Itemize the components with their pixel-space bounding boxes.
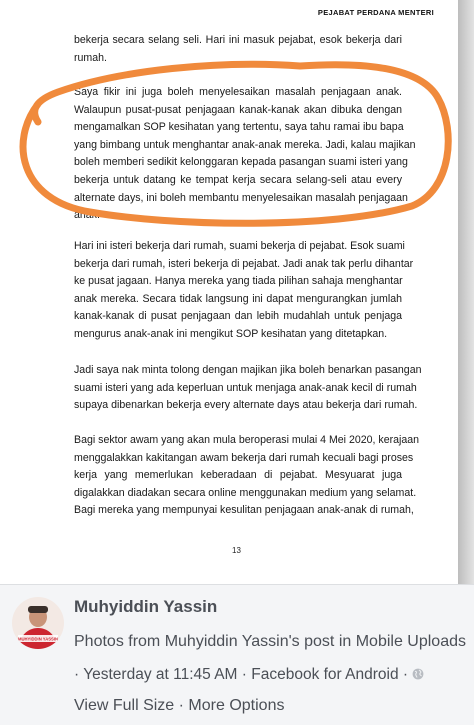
separator: · [74,666,80,683]
text-line: menggalakkan kakitangan awam bekerja dari rumah kecuali bagi proses [74,451,414,464]
text-line: Hari ini isteri bekerja dari rumah, suami bekerja di pejabat. Esok suami [74,240,405,252]
text-line: mengamalkan SOP kesihatan yang tertentu, saya tahu ramai ibu bapa [74,121,404,134]
post-source: Facebook for Android [251,666,399,683]
text-line: bekerja secara selang seli. Hari ini masuk pejabat, esok bekerja dari [74,34,402,46]
profile-photo-icon [12,597,64,649]
page-edge-shadow [458,0,474,584]
text-line: Saya fikir ini juga boleh menyelesaikan masalah penjagaan anak. [74,86,402,98]
text-line: kerja yang memerlukan keberadaan di pejabat. Mesyuarat juga [74,469,402,482]
photo-actions [74,697,284,715]
post-meta [74,666,424,684]
text-line: Bagi mereka yang mempunyai kesulitan penjagaan anak-anak di rumah, [74,504,414,517]
text-line: alternate days, ini boleh membantu menyelesaikan masalah penjagaan [74,191,408,204]
separator: · [178,697,184,714]
album-link[interactable]: Mobile Uploads [355,633,466,650]
post-author-name[interactable]: Muhyiddin Yassin [74,597,218,616]
text-line: mengurus anak-anak ini mengikut SOP kesihatan yang ditetapkan. [74,327,388,340]
text-line: bekerja untuk datang ke tempat kerja secara selang-seli atau every [74,173,402,186]
text-line: boleh memberi sedikit kelonggaran kepada pasangan suami isteri yang [74,156,408,169]
text-line: bekerja dari rumah, isteri bekerja di pejabat. Jadi anak tak perlu dihantar [74,257,414,270]
timestamp[interactable]: Yesterday at 11:45 AM [83,666,238,683]
caption-prefix: Photos from [74,633,165,650]
text-line: anak mereka. Secara tidak langsung ini dapat mengurangkan jumlah [74,292,402,305]
text-line: ke pusat jagaan. Hanya mereka yang tiada pilihan sahaja menghantar [74,275,403,288]
caption-middle: in [334,633,356,650]
letterhead: PEJABAT PERDANA MENTERI [317,8,434,17]
view-full-size-link[interactable]: View Full Size [74,697,175,714]
text-line: supaya dibenarkan bekerja every alternate days atau bekerja dari rumah. [74,399,418,412]
separator: · [402,666,409,683]
text-line: Bagi sektor awam yang akan mula beroperasi mulai 4 Mei 2020, kerajaan [74,434,420,446]
text-line: yang bimbang untuk menghantar anak-anak mereka. Jadi, kalau majikan [74,138,416,151]
text-line: kanak-kanak di pusat penjagaan dan lebih mudahlah untuk penjaga [74,310,402,323]
text-line: suami isteri yang ada keperluan untuk menjaga anak-anak kecil di rumah [74,381,417,394]
avatar[interactable] [12,597,64,649]
text-line: anak. [74,209,100,222]
page-number: 13 [232,546,241,555]
text-line: rumah. [74,51,107,64]
globe-icon [412,668,424,680]
text-line: digalakkan diadakan secara online menggunakan medium yang selamat. [74,486,417,499]
text-line: Walaupun pusat-pusat penjagaan kanak-kanak akan dibuka dengan [74,103,402,116]
more-options-link[interactable]: More Options [188,697,285,714]
separator: · [241,666,247,683]
text-line: Jadi saya nak minta tolong dengan majikan jika boleh benarkan pasangan [74,364,422,376]
author-post-link[interactable]: Muhyiddin Yassin's post [164,633,335,650]
photo-caption [74,633,466,651]
avatar-label: MUHYIDDIN YASSIN [17,636,59,642]
